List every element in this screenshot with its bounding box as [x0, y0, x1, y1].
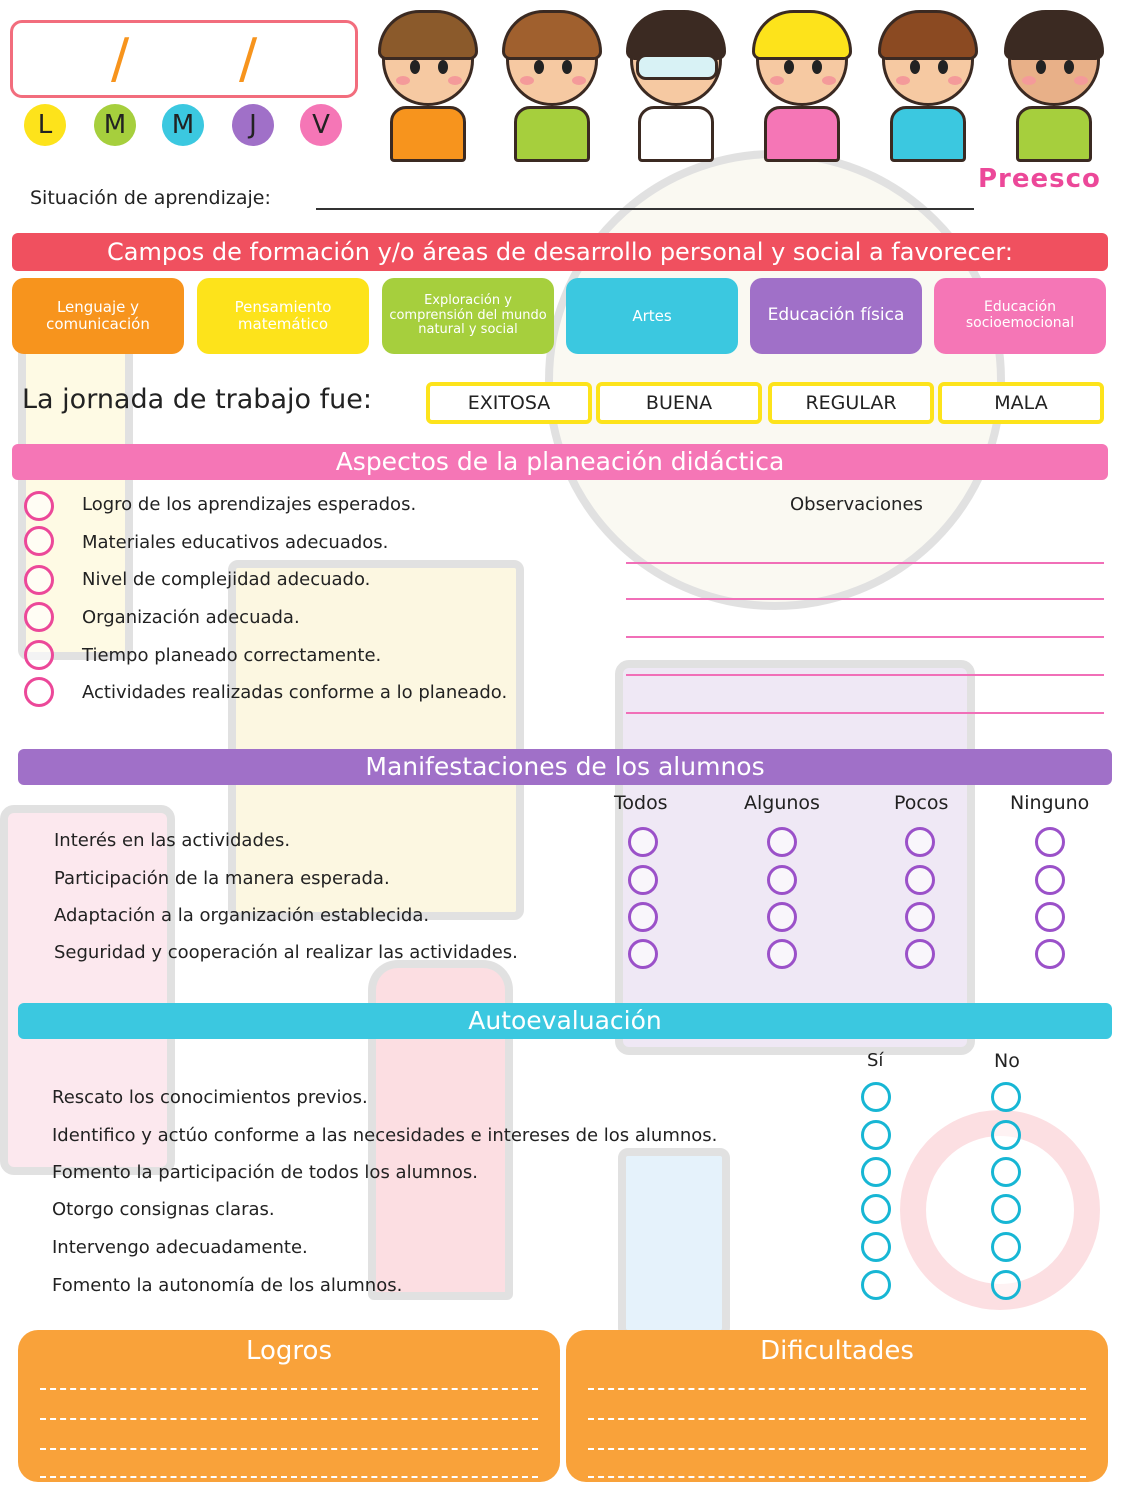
- radio-algunos[interactable]: [767, 865, 797, 895]
- dificultades-line: [588, 1448, 1086, 1450]
- autoevaluacion-item: Fomento la autonomía de los alumnos.: [52, 1275, 403, 1296]
- radio-no[interactable]: [991, 1157, 1021, 1187]
- logros-line: [40, 1448, 538, 1450]
- autoevaluacion-title: Autoevaluación: [18, 1003, 1112, 1039]
- day-monday[interactable]: L: [24, 104, 66, 146]
- planeacion-checkbox[interactable]: [24, 602, 54, 632]
- planeacion-item: Logro de los aprendizajes esperados.: [82, 494, 417, 515]
- radio-si[interactable]: [861, 1120, 891, 1150]
- glue-stick-illustration: [618, 1148, 730, 1338]
- radio-si[interactable]: [861, 1232, 891, 1262]
- logros-line: [40, 1476, 538, 1478]
- autoevaluacion-item: Identifico y actúo conforme a las necesidades e intereses de los alumnos.: [52, 1125, 718, 1146]
- logros-line: [40, 1418, 538, 1420]
- dificultades-line: [588, 1388, 1086, 1390]
- jornada-label: La jornada de trabajo fue:: [22, 384, 372, 415]
- radio-todos[interactable]: [628, 827, 658, 857]
- radio-todos[interactable]: [628, 939, 658, 969]
- radio-pocos[interactable]: [905, 902, 935, 932]
- notebook-illustration: [615, 660, 975, 1055]
- area-artes[interactable]: Artes: [566, 278, 738, 354]
- area-lenguaje[interactable]: Lenguaje y comunicación: [12, 278, 184, 354]
- planeacion-title: Aspectos de la planeación didáctica: [12, 444, 1108, 480]
- observaciones-line[interactable]: [626, 598, 1104, 600]
- jornada-option-mala[interactable]: MALA: [938, 382, 1104, 424]
- day-tuesday[interactable]: M: [94, 104, 136, 146]
- observaciones-line[interactable]: [626, 674, 1104, 676]
- brand-logo: Preesco: [978, 164, 1101, 194]
- globe-illustration: [545, 150, 1005, 610]
- book-illustration: [0, 805, 175, 1175]
- observaciones-line[interactable]: [626, 562, 1104, 564]
- dificultades-title: Dificultades: [760, 1336, 914, 1366]
- radio-no[interactable]: [991, 1194, 1021, 1224]
- jornada-option-buena[interactable]: BUENA: [596, 382, 762, 424]
- planeacion-checkbox[interactable]: [24, 565, 54, 595]
- radio-no[interactable]: [991, 1232, 1021, 1262]
- observaciones-line[interactable]: [626, 636, 1104, 638]
- radio-si[interactable]: [861, 1194, 891, 1224]
- column-todos: Todos: [614, 792, 668, 814]
- autoevaluacion-item: Fomento la participación de todos los alumnos.: [52, 1162, 479, 1183]
- column-algunos: Algunos: [744, 792, 820, 814]
- observaciones-label: Observaciones: [790, 494, 923, 515]
- radio-ninguno[interactable]: [1035, 902, 1065, 932]
- radio-algunos[interactable]: [767, 827, 797, 857]
- day-wednesday[interactable]: M: [162, 104, 204, 146]
- manifestaciones-title: Manifestaciones de los alumnos: [18, 749, 1112, 785]
- radio-todos[interactable]: [628, 902, 658, 932]
- jornada-option-regular[interactable]: REGULAR: [768, 382, 934, 424]
- situacion-label: Situación de aprendizaje:: [30, 187, 271, 209]
- logros-box[interactable]: [18, 1330, 560, 1482]
- planeacion-checkbox[interactable]: [24, 677, 54, 707]
- manifestacion-item: Seguridad y cooperación al realizar las actividades.: [54, 942, 518, 963]
- day-friday[interactable]: V: [300, 104, 342, 146]
- date-separator: /: [239, 27, 258, 90]
- radio-si[interactable]: [861, 1270, 891, 1300]
- day-thursday[interactable]: J: [232, 104, 274, 146]
- column-si: Sí: [867, 1050, 884, 1071]
- situacion-input-line[interactable]: [316, 208, 974, 210]
- observaciones-line[interactable]: [626, 712, 1104, 714]
- autoevaluacion-item: Rescato los conocimientos previos.: [52, 1087, 368, 1108]
- autoevaluacion-item: Otorgo consignas claras.: [52, 1199, 275, 1220]
- radio-no[interactable]: [991, 1270, 1021, 1300]
- manifestacion-item: Participación de la manera esperada.: [54, 868, 390, 889]
- logros-line: [40, 1388, 538, 1390]
- radio-si[interactable]: [861, 1157, 891, 1187]
- date-field[interactable]: [10, 20, 358, 98]
- autoevaluacion-item: Intervengo adecuadamente.: [52, 1237, 308, 1258]
- logros-title: Logros: [245, 1336, 332, 1366]
- planeacion-checkbox[interactable]: [24, 491, 54, 521]
- dificultades-line: [588, 1476, 1086, 1478]
- date-separator: /: [111, 27, 130, 90]
- radio-pocos[interactable]: [905, 827, 935, 857]
- planeacion-checkbox[interactable]: [24, 526, 54, 556]
- manifestacion-item: Interés en las actividades.: [54, 830, 291, 851]
- planeacion-item: Nivel de complejidad adecuado.: [82, 569, 371, 590]
- column-ninguno: Ninguno: [1010, 792, 1090, 814]
- radio-no[interactable]: [991, 1082, 1021, 1112]
- dificultades-line: [588, 1418, 1086, 1420]
- campos-title: Campos de formación y/o áreas de desarrollo personal y social a favorecer:: [12, 233, 1108, 271]
- radio-pocos[interactable]: [905, 939, 935, 969]
- radio-pocos[interactable]: [905, 865, 935, 895]
- radio-si[interactable]: [861, 1082, 891, 1112]
- column-no: No: [994, 1050, 1020, 1072]
- area-exploracion[interactable]: Exploración y comprensión del mundo natural y social: [382, 278, 554, 354]
- planeacion-item: Actividades realizadas conforme a lo planeado.: [82, 682, 508, 703]
- planeacion-item: Tiempo planeado correctamente.: [82, 645, 382, 666]
- planeacion-item: Organización adecuada.: [82, 607, 300, 628]
- dificultades-box[interactable]: [566, 1330, 1108, 1482]
- radio-ninguno[interactable]: [1035, 865, 1065, 895]
- jornada-option-exitosa[interactable]: EXITOSA: [426, 382, 592, 424]
- manifestacion-item: Adaptación a la organización establecida.: [54, 905, 430, 926]
- radio-todos[interactable]: [628, 865, 658, 895]
- area-socioemocional[interactable]: Educación socioemocional: [934, 278, 1106, 354]
- radio-ninguno[interactable]: [1035, 939, 1065, 969]
- area-pensamiento[interactable]: Pensamiento matemático: [197, 278, 369, 354]
- radio-algunos[interactable]: [767, 939, 797, 969]
- radio-ninguno[interactable]: [1035, 827, 1065, 857]
- planeacion-item: Materiales educativos adecuados.: [82, 532, 389, 553]
- column-pocos: Pocos: [894, 792, 949, 814]
- area-educacion-fisica[interactable]: Educación física: [750, 278, 922, 354]
- radio-no[interactable]: [991, 1120, 1021, 1150]
- planeacion-checkbox[interactable]: [24, 640, 54, 670]
- radio-algunos[interactable]: [767, 902, 797, 932]
